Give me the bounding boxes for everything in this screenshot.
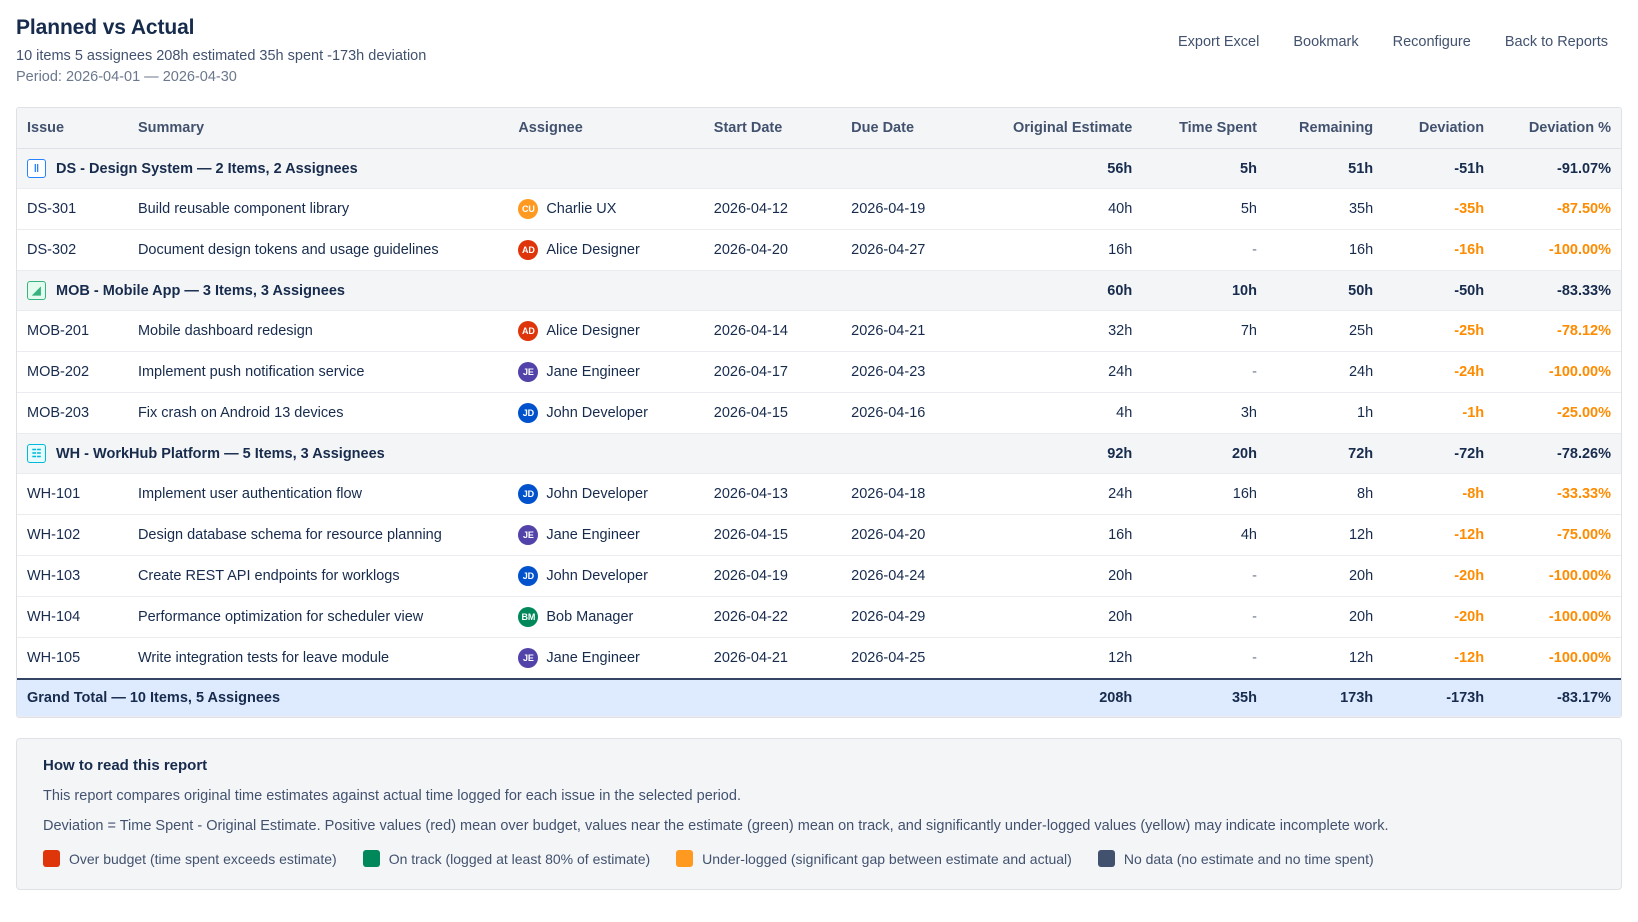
deviation-pct-cell: -100.00% [1494, 352, 1621, 393]
group-remaining: 50h [1267, 271, 1383, 311]
issue-key-cell[interactable]: WH-101 [17, 474, 128, 515]
remaining-cell: 12h [1267, 638, 1383, 680]
report-table [17, 108, 1621, 717]
table-row[interactable] [17, 393, 1621, 434]
start-date-cell: 2026-04-19 [704, 556, 841, 597]
issue-summary-cell[interactable]: Mobile dashboard redesign [128, 311, 508, 352]
avatar: JE [518, 525, 538, 545]
header-left [16, 16, 426, 85]
issue-summary-cell[interactable]: Write integration tests for leave module [128, 638, 508, 680]
remaining-cell: 20h [1267, 597, 1383, 638]
due-date-cell: 2026-04-24 [841, 556, 984, 597]
page-header [16, 16, 1622, 91]
remaining-cell: 1h [1267, 393, 1383, 434]
deviation-cell: -24h [1383, 352, 1494, 393]
issue-summary-cell[interactable]: Fix crash on Android 13 devices [128, 393, 508, 434]
start-date-cell: 2026-04-12 [704, 189, 841, 230]
assignee-name: Charlie UX [546, 201, 617, 217]
time-spent-cell: 5h [1142, 189, 1267, 230]
issue-summary-cell[interactable]: Performance optimization for scheduler view [128, 597, 508, 638]
page-title: Planned vs Actual [16, 16, 195, 39]
due-date-cell: 2026-04-18 [841, 474, 984, 515]
remaining-cell: 20h [1267, 556, 1383, 597]
grand-total-remaining: 173h [1267, 679, 1383, 717]
deviation-cell: -20h [1383, 597, 1494, 638]
due-date-cell: 2026-04-16 [841, 393, 984, 434]
table-row[interactable] [17, 556, 1621, 597]
deviation-pct-cell: -33.33% [1494, 474, 1621, 515]
issue-key-cell[interactable]: MOB-203 [17, 393, 128, 434]
col-remaining[interactable]: Remaining [1267, 108, 1383, 149]
table-group-row[interactable] [17, 149, 1621, 189]
issue-key-cell[interactable]: WH-102 [17, 515, 128, 556]
issue-summary-cell[interactable]: Create REST API endpoints for worklogs [128, 556, 508, 597]
legend-label: Over budget (time spent exceeds estimate) [69, 850, 337, 867]
issue-key-cell[interactable]: WH-105 [17, 638, 128, 680]
avatar: JD [518, 403, 538, 423]
assignee-name: John Developer [546, 568, 648, 584]
group-label-cell [17, 434, 984, 474]
legend-item [363, 850, 650, 867]
grand-total-deviation: -173h [1383, 679, 1494, 717]
due-date-cell: 2026-04-20 [841, 515, 984, 556]
note-title: How to read this report [43, 757, 208, 774]
grand-total-deviation-pct: -83.17% [1494, 679, 1621, 717]
assignee-name: Bob Manager [546, 609, 634, 625]
original-estimate-cell: 24h [984, 352, 1142, 393]
due-date-cell: 2026-04-19 [841, 189, 984, 230]
remaining-cell: 35h [1267, 189, 1383, 230]
table-row[interactable] [17, 638, 1621, 680]
remaining-cell: 16h [1267, 230, 1383, 271]
original-estimate-cell: 12h [984, 638, 1142, 680]
group-deviation: -51h [1383, 149, 1494, 189]
project-icon: ◢ [27, 281, 46, 300]
assignee-name: John Developer [546, 486, 648, 502]
deviation-pct-cell: -87.50% [1494, 189, 1621, 230]
project-icon: ☷ [27, 444, 46, 463]
table-row[interactable] [17, 515, 1621, 556]
time-spent-cell: - [1142, 352, 1267, 393]
deviation-cell: -16h [1383, 230, 1494, 271]
assignee-cell [508, 393, 703, 434]
deviation-cell: -25h [1383, 311, 1494, 352]
assignee-name: Jane Engineer [546, 527, 640, 543]
group-remaining: 51h [1267, 149, 1383, 189]
report-period: Period: 2026-04-01 — 2026-04-30 [16, 69, 237, 85]
note-paragraph-1: This report compares original time estimates against actual time logged for each issue in the selected period. [43, 788, 741, 804]
issue-summary-cell[interactable]: Document design tokens and usage guidelines [128, 230, 508, 271]
avatar: JE [518, 362, 538, 382]
original-estimate-cell: 16h [984, 230, 1142, 271]
assignee-cell [508, 556, 703, 597]
col-time-spent[interactable]: Time Spent [1142, 108, 1267, 149]
original-estimate-cell: 40h [984, 189, 1142, 230]
table-header-row [17, 108, 1621, 149]
issue-summary-cell[interactable]: Design database schema for resource planning [128, 515, 508, 556]
original-estimate-cell: 24h [984, 474, 1142, 515]
deviation-pct-cell: -100.00% [1494, 230, 1621, 271]
issue-key-cell[interactable]: DS-302 [17, 230, 128, 271]
start-date-cell: 2026-04-14 [704, 311, 841, 352]
col-deviation[interactable]: Deviation [1383, 108, 1494, 149]
issue-key-cell[interactable]: WH-104 [17, 597, 128, 638]
legend-swatch [363, 850, 380, 867]
col-deviation-pct[interactable]: Deviation % [1494, 108, 1621, 149]
time-spent-cell: - [1142, 556, 1267, 597]
bookmark-link[interactable]: Bookmark [1293, 34, 1359, 50]
legend-item [1098, 850, 1374, 867]
due-date-cell: 2026-04-29 [841, 597, 984, 638]
table-row[interactable] [17, 189, 1621, 230]
group-estimate: 60h [984, 271, 1142, 311]
group-time-spent: 20h [1142, 434, 1267, 474]
due-date-cell: 2026-04-25 [841, 638, 984, 680]
note-paragraph-2: Deviation = Time Spent - Original Estimate. Positive values (red) mean over budget, values near the estimate (green) mean on track, and significantly under-logged values (yellow) may indicate incomplete work. [43, 818, 1389, 834]
group-remaining: 72h [1267, 434, 1383, 474]
group-time-spent: 10h [1142, 271, 1267, 311]
time-spent-cell: - [1142, 230, 1267, 271]
time-spent-cell: 4h [1142, 515, 1267, 556]
col-start-date[interactable]: Start Date [704, 108, 841, 149]
original-estimate-cell: 32h [984, 311, 1142, 352]
report-summary: 10 items 5 assignees 208h estimated 35h spent -173h deviation [16, 48, 427, 64]
start-date-cell: 2026-04-15 [704, 393, 841, 434]
avatar: JD [518, 566, 538, 586]
project-icon: ‖ [27, 159, 46, 178]
group-label: MOB - Mobile App — 3 Items, 3 Assignees [56, 282, 345, 299]
remaining-cell: 12h [1267, 515, 1383, 556]
deviation-pct-cell: -78.12% [1494, 311, 1621, 352]
how-to-read-panel [16, 738, 1622, 890]
table-group-row[interactable] [17, 434, 1621, 474]
table-group-row[interactable] [17, 271, 1621, 311]
assignee-cell [508, 638, 703, 680]
legend [43, 850, 1595, 867]
group-deviation-pct: -78.26% [1494, 434, 1621, 474]
deviation-cell: -1h [1383, 393, 1494, 434]
remaining-cell: 25h [1267, 311, 1383, 352]
group-estimate: 56h [984, 149, 1142, 189]
legend-item [676, 850, 1072, 867]
original-estimate-cell: 20h [984, 597, 1142, 638]
time-spent-cell: - [1142, 597, 1267, 638]
assignee-name: Alice Designer [546, 242, 640, 258]
deviation-cell: -8h [1383, 474, 1494, 515]
avatar: AD [518, 321, 538, 341]
group-time-spent: 5h [1142, 149, 1267, 189]
due-date-cell: 2026-04-21 [841, 311, 984, 352]
time-spent-cell: 3h [1142, 393, 1267, 434]
time-spent-cell: - [1142, 638, 1267, 680]
reconfigure-link[interactable]: Reconfigure [1392, 34, 1471, 50]
assignee-name: John Developer [546, 405, 648, 421]
assignee-cell [508, 515, 703, 556]
remaining-cell: 8h [1267, 474, 1383, 515]
legend-swatch [676, 850, 693, 867]
deviation-pct-cell: -100.00% [1494, 597, 1621, 638]
issue-key-cell[interactable]: MOB-202 [17, 352, 128, 393]
issue-key-cell[interactable]: MOB-201 [17, 311, 128, 352]
avatar: AD [518, 240, 538, 260]
col-summary[interactable]: Summary [128, 108, 508, 149]
export-excel-link[interactable]: Export Excel [1177, 34, 1260, 50]
original-estimate-cell: 4h [984, 393, 1142, 434]
time-spent-cell: 7h [1142, 311, 1267, 352]
start-date-cell: 2026-04-22 [704, 597, 841, 638]
table-row[interactable] [17, 230, 1621, 271]
group-deviation-pct: -83.33% [1494, 271, 1621, 311]
assignee-name: Jane Engineer [546, 364, 640, 380]
grand-total-time-spent: 35h [1142, 679, 1267, 717]
original-estimate-cell: 16h [984, 515, 1142, 556]
group-estimate: 92h [984, 434, 1142, 474]
issue-summary-cell[interactable]: Build reusable component library [128, 189, 508, 230]
remaining-cell: 24h [1267, 352, 1383, 393]
table-body [17, 149, 1621, 717]
assignee-name: Jane Engineer [546, 650, 640, 666]
legend-label: No data (no estimate and no time spent) [1123, 850, 1374, 867]
start-date-cell: 2026-04-13 [704, 474, 841, 515]
assignee-cell [508, 474, 703, 515]
due-date-cell: 2026-04-23 [841, 352, 984, 393]
table-row[interactable] [17, 597, 1621, 638]
start-date-cell: 2026-04-17 [704, 352, 841, 393]
issue-summary-cell[interactable]: Implement push notification service [128, 352, 508, 393]
avatar: JD [518, 484, 538, 504]
col-original-estimate[interactable]: Original Estimate [984, 108, 1142, 149]
deviation-cell: -12h [1383, 638, 1494, 680]
assignee-name: Alice Designer [546, 323, 640, 339]
deviation-cell: -35h [1383, 189, 1494, 230]
due-date-cell: 2026-04-27 [841, 230, 984, 271]
deviation-cell: -12h [1383, 515, 1494, 556]
avatar: JE [518, 648, 538, 668]
col-issue[interactable]: Issue [17, 108, 128, 149]
assignee-cell [508, 597, 703, 638]
group-label: WH - WorkHub Platform — 5 Items, 3 Assignees [56, 445, 385, 462]
header-actions [1178, 16, 1622, 50]
deviation-pct-cell: -75.00% [1494, 515, 1621, 556]
issue-key-cell[interactable]: DS-301 [17, 189, 128, 230]
assignee-cell [508, 189, 703, 230]
start-date-cell: 2026-04-15 [704, 515, 841, 556]
start-date-cell: 2026-04-20 [704, 230, 841, 271]
legend-swatch [43, 850, 60, 867]
group-label-cell [17, 271, 984, 311]
time-spent-cell: 16h [1142, 474, 1267, 515]
assignee-cell [508, 311, 703, 352]
issue-summary-cell[interactable]: Implement user authentication flow [128, 474, 508, 515]
legend-label: Under-logged (significant gap between estimate and actual) [702, 850, 1072, 867]
group-deviation-pct: -91.07% [1494, 149, 1621, 189]
back-to-reports-link[interactable]: Back to Reports [1504, 34, 1608, 50]
group-deviation: -72h [1383, 434, 1494, 474]
report-table-wrapper [16, 107, 1622, 718]
legend-label: On track (logged at least 80% of estimate) [388, 850, 651, 867]
legend-item [43, 850, 337, 867]
legend-swatch [1098, 850, 1115, 867]
deviation-pct-cell: -25.00% [1494, 393, 1621, 434]
table-row[interactable] [17, 352, 1621, 393]
assignee-cell [508, 352, 703, 393]
group-deviation: -50h [1383, 271, 1494, 311]
table-row[interactable] [17, 311, 1621, 352]
deviation-pct-cell: -100.00% [1494, 556, 1621, 597]
assignee-cell [508, 230, 703, 271]
deviation-cell: -20h [1383, 556, 1494, 597]
col-due-date[interactable]: Due Date [841, 108, 984, 149]
start-date-cell: 2026-04-21 [704, 638, 841, 680]
original-estimate-cell: 20h [984, 556, 1142, 597]
avatar: CU [518, 199, 538, 219]
issue-key-cell[interactable]: WH-103 [17, 556, 128, 597]
table-row[interactable] [17, 474, 1621, 515]
group-label-cell [17, 149, 984, 189]
deviation-pct-cell: -100.00% [1494, 638, 1621, 680]
grand-total-label: Grand Total — 10 Items, 5 Assignees [17, 679, 984, 717]
table-header [17, 108, 1621, 149]
grand-total-estimate: 208h [984, 679, 1142, 717]
avatar: BM [518, 607, 538, 627]
group-label: DS - Design System — 2 Items, 2 Assignees [56, 160, 358, 177]
col-assignee[interactable]: Assignee [508, 108, 703, 149]
grand-total-row [17, 679, 1621, 717]
